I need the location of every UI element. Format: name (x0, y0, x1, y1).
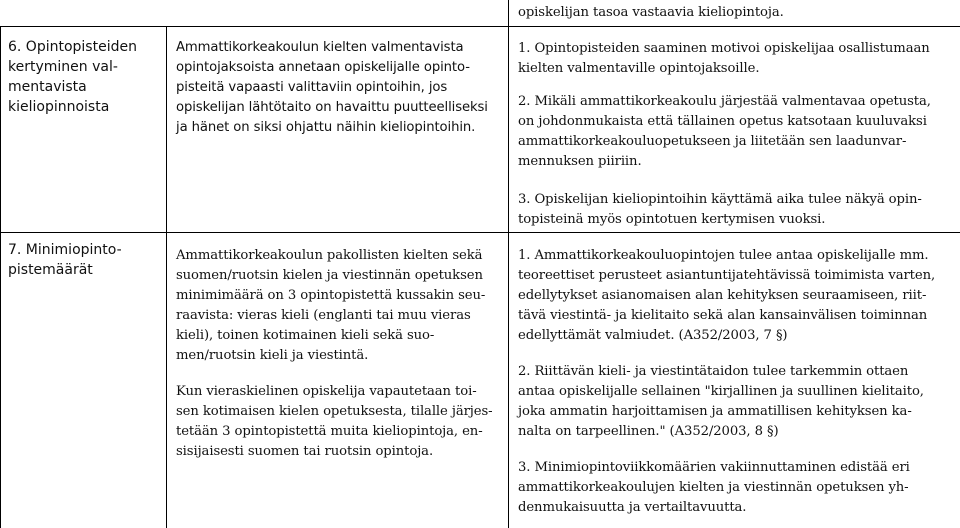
column-divider-left (0, 26, 1, 528)
row7-description-1: Ammattikorkeakoulun pakollisten kielten sekä suomen/ruotsin kielen ja viestinnän opetuksen minimimäärä on 3 opintopistettä kussakin seu- raavista: vieras kieli (englanti tai muu vieras kieli), toinen kotimainen kieli sekä suo- men/ruotsin kieli ja viestintä. (176, 248, 486, 363)
row6-proposal-1: 1. Opintopisteiden saaminen motivoi opiskelijaa osallistumaan kielten valmentaville opintojaksoille. (518, 41, 930, 76)
row-divider-top (0, 26, 960, 27)
row-divider-middle (0, 232, 960, 233)
row7-proposal-2: 2. Riittävän kieli- ja viestintätaidon tulee tarkemmin ottaen antaa opiskelijalle sellainen "kirjallinen ja suullinen kielitaito, joka ammatin harjoittamisen ja ammatillisen kehityksen ka- nalta on tarpeellinen." (A352/2003, 8 §) (518, 364, 924, 439)
row6-proposal-3: 3. Opiskelijan kieliopintoihin käyttämä aika tulee näkyä opin- topisteinä myös opintotuen kertymisen vuoksi. (518, 192, 922, 227)
row6-proposal-2: 2. Mikäli ammattikorkeakoulu järjestää valmentavaa opetusta, on johdonmukaista että tällainen opetus katsotaan kuuluvaksi ammattikorkeakouluopetukseen ja liitetään sen laadunvar- mennuksen piiriin. (518, 94, 931, 169)
row7-proposal-1: 1. Ammattikorkeakouluopintojen tulee antaa opiskelijalle mm. teoreettiset perusteet asiantuntijatehtävissä toimimista varten, edellytykset asianomaisen alan kehityksen seuraamiseen, riit- tävä viestintä- ja kielitaito sekä alan kansainvälisen toiminnan edellyttämät valmiudet. (A352/2003, 7 §) (518, 248, 936, 343)
row6-heading: 6. Opintopisteiden kertyminen val- mentavista kieliopinnoista (8, 39, 137, 115)
row6-description: Ammattikorkeakoulun kielten valmentavista opintojaksoista annetaan opiskelijalle opinto- pisteitä vapaasti valittaviin opintoihin, jos opiskelijan lähtötaito on havaittu puutteelliseksi ja hänet on siksi ohjattu näihin kieliopintoihin. (176, 40, 488, 135)
row7-heading: 7. Minimiopinto- pistemäärät (8, 242, 122, 278)
row7-proposal-3: 3. Minimiopintoviikkomäärien vakiinnuttaminen edistää eri ammattikorkeakoulujen kielten ja viestinnän opetuksen yh- denmukaisuutta ja vertailtavuutta. (518, 460, 910, 515)
column-divider-2 (508, 0, 509, 528)
continued-text: opiskelijan tasoa vastaavia kieliopintoja. (518, 5, 784, 20)
column-divider-1 (166, 26, 167, 528)
row7-description-2: Kun vieraskielinen opiskelija vapautetaan toi- sen kotimaisen kielen opetuksesta, tilalle järjes- tetään 3 opintopistettä muita kieliopintoja, en- sisijaisesti suomen tai ruotsin opintoja. (176, 384, 493, 459)
